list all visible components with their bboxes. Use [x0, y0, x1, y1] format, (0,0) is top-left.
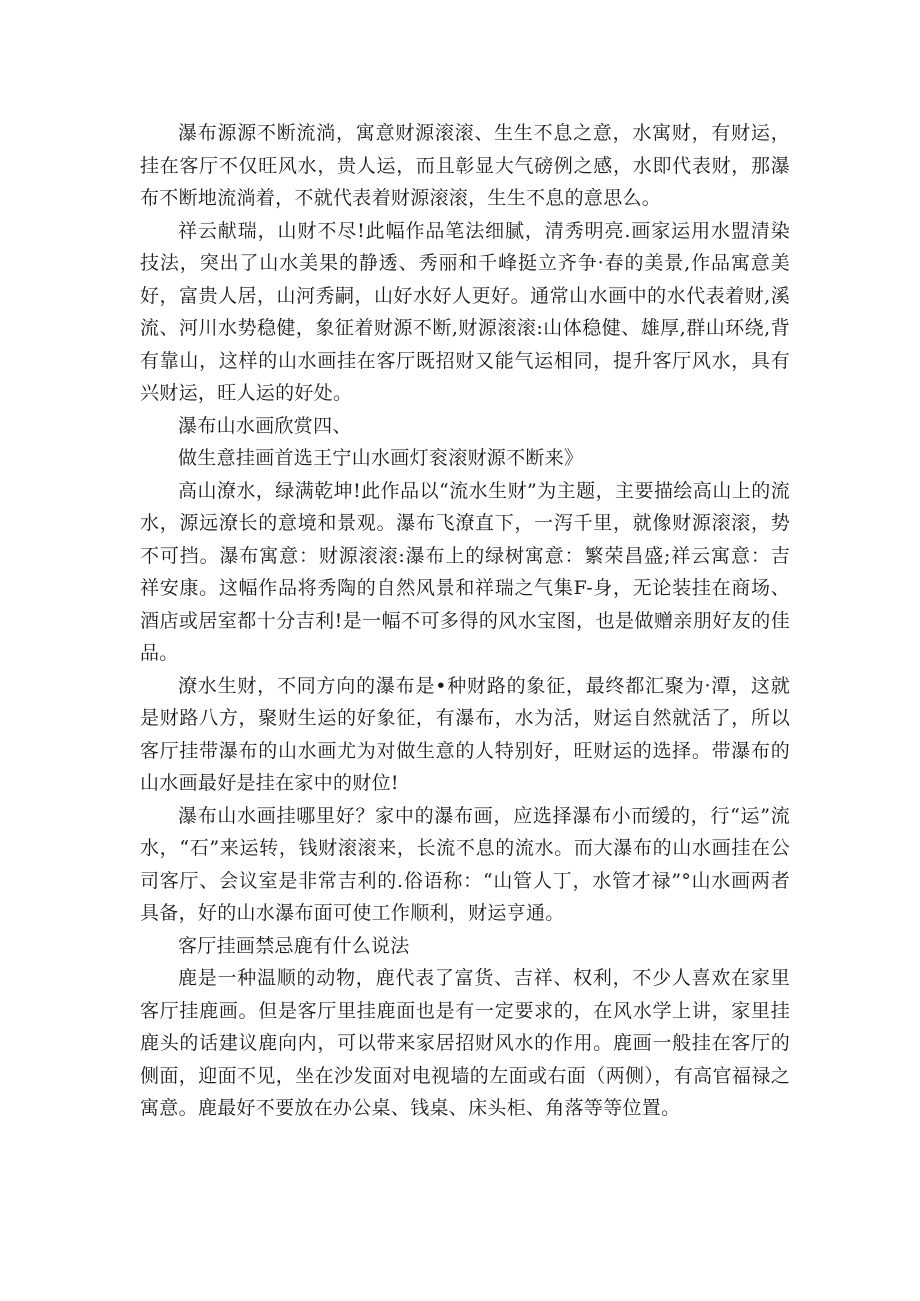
document-body	[140, 117, 790, 1125]
section-heading-deer-taboo: 客厅挂画禁忌鹿有什么说法	[178, 934, 410, 957]
paragraph-high-mountain-water: 高山潦水，绿满乾坤!此作品以“流水生财”为主题，主要描绘高山上的流水，源远潦长的意境和景观。瀑布飞潦直下，一泻千里，就像财源滚滚，势不可挡。瀑布寓意：财源滚滚:瀑布上的绿树寓意：繁荣昌盛;祥云寓意：吉祥安康。这幅作品将秀陶的自然风景和祥瑞之气集F-身，无论装挂在商场、酒店或居室都十分吉利!是一幅不可多得的风水宝图，也是做赠亲朋好友的佳品。	[140, 479, 790, 664]
paragraph-where-to-hang: 瀑布山水画挂哪里好？家中的瀑布画，应选择瀑布小而缓的，行“运”流水，“石”来运转，钱财滚滚来，长流不息的流水。而大瀑布的山水画挂在公司客厅、会议室是非常吉利的.俗语称：“山管人丁，水管才禄”°山水画两者具备，好的山水瀑布面可使工作顺利，财运亨通。	[140, 804, 790, 924]
paragraph-deer-painting: 鹿是一种温顺的动物，鹿代表了富货、吉祥、权利，不少人喜欢在家里客厅挂鹿画。但是客厅里挂鹿面也是有一定要求的，在风水学上讲，家里挂鹿头的话建议鹿向内，可以带来家居招财风水的作用。鹿画一般挂在客厅的侧面，迎面不见，坐在沙发面对电视墙的左面或右面（两侧），有高官福禄之寓意。鹿最好不要放在办公桌、钱桌、床头柜、角落等等位置。	[140, 967, 790, 1119]
paragraph-water-brings-wealth: 潦水生财，不同方向的瀑布是•种财路的象征，最终都汇聚为·潭，这就是财路八方，聚财生运的好象征，有瀑布，水为活，财运自然就活了，所以客厅挂带瀑布的山水画尤为对做生意的人特别好，旺财运的选择。带瀑布的山水画最好是挂在家中的财位!	[140, 674, 790, 794]
paragraph-waterfall-meaning: 瀑布源源不断流淌，寓意财源滚滚、生生不息之意，水寓财，有财运，挂在客厅不仅旺风水，贵人运，而且彰显大气磅例之感，水即代表财，那瀑布不断地流淌着，不就代表着财源滚滚，生生不息的意思么。	[140, 122, 790, 209]
section-heading-business-painting: 做生意挂画首选王宁山水画灯衮滚财源不断来》	[178, 447, 584, 469]
paragraph-auspicious-clouds: 祥云献瑞，山财不尽!此幅作品笔法细腻，清秀明亮.画家运用水盟清染技法，突出了山水美果的静透、秀丽和千峰挺立齐争·春的美景,作品寓意美好，富贵人居，山河秀嗣，山好水好人更好。通常山水画中的水代表着财,溪流、河川水势稳健，象征着财源不断,财源滚滚:山体稳健、雄厚,群山环绕,背有靠山，这样的山水画挂在客厅既招财又能气运相同，提升客厅风水，具有兴财运，旺人运的好处。	[140, 219, 790, 404]
section-heading-waterfall-appreciation: 瀑布山水画欣赏四、	[178, 414, 352, 437]
